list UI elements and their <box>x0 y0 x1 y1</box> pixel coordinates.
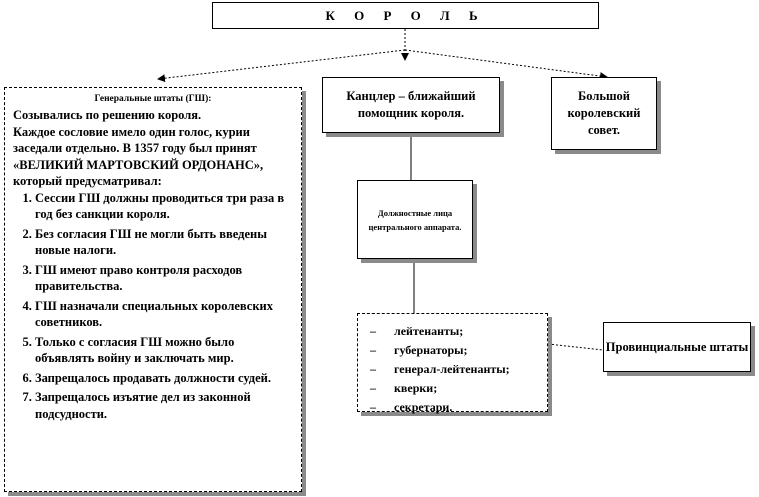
provincial-estates-box <box>603 322 751 372</box>
ordinance-item: 6. Запрещалось продавать должности судей. <box>35 370 293 387</box>
local-item-label: генерал-лейтенанты; <box>394 362 510 376</box>
dash-marker: – <box>370 400 376 414</box>
dash-marker: – <box>370 381 376 395</box>
local-officials-box <box>357 313 548 412</box>
ordinance-item: 5. Только с согласия ГШ можно было объявлять войну и заключать мир. <box>35 334 293 367</box>
estates-general-box <box>4 87 302 492</box>
list-item <box>370 398 541 417</box>
royal-council-box <box>551 77 657 150</box>
local-item-label: губернаторы; <box>394 343 468 357</box>
dash-marker: – <box>370 343 376 357</box>
dash-marker: – <box>370 362 376 376</box>
estates-intro-2: Каждое сословие имело один голос, курии заседали отдельно. В 1357 году был принят «ВЕЛИКИЙ МАРТОВСКИЙ ОРДОНАНС», который предусматривал: <box>13 124 264 188</box>
ordinance-item: 3. ГШ имеют право контроля расходов правительства. <box>35 262 293 295</box>
chancellor-label: Канцлер – ближайший помощник короля. <box>346 89 476 120</box>
local-item-label: лейтенанты; <box>394 324 464 338</box>
local-to-provinces-line <box>548 344 603 350</box>
council-label: Большой королевский совет. <box>567 89 641 137</box>
list-item <box>370 341 541 360</box>
list-item <box>370 360 541 379</box>
local-item-label: секретари. <box>394 400 453 414</box>
ordinance-item: 7. Запрещалось изъятие дел из законной подсудности. <box>35 389 293 422</box>
provinces-label: Провинциальные штаты <box>605 339 749 354</box>
king-box <box>212 2 599 29</box>
local-officials-list <box>370 322 541 417</box>
central-officials-box <box>357 180 473 259</box>
king-to-estates-arrow <box>158 50 405 79</box>
king-to-council-arrow <box>405 50 607 77</box>
ordinance-item: 2. Без согласия ГШ не могли быть введены новые налоги. <box>35 226 293 259</box>
ordinance-item: 1. Сессии ГШ должны проводиться три раза в год без санкции короля. <box>35 190 293 223</box>
chancellor-box <box>322 77 500 133</box>
estates-intro-1: Созывались по решению короля. <box>13 108 202 122</box>
local-item-label: кверки; <box>394 381 438 395</box>
ordinance-item: 4. ГШ назначали специальных королевских советников. <box>35 298 293 331</box>
list-item <box>370 322 541 341</box>
king-label: К О Р О Л Ь <box>325 7 486 23</box>
officials-label: Должностные лица центрального аппарата. <box>368 207 462 232</box>
ordinance-list <box>13 190 293 423</box>
dash-marker: – <box>370 324 376 338</box>
list-item <box>370 379 541 398</box>
estates-heading: Генеральные штаты (ГШ): <box>94 94 212 104</box>
